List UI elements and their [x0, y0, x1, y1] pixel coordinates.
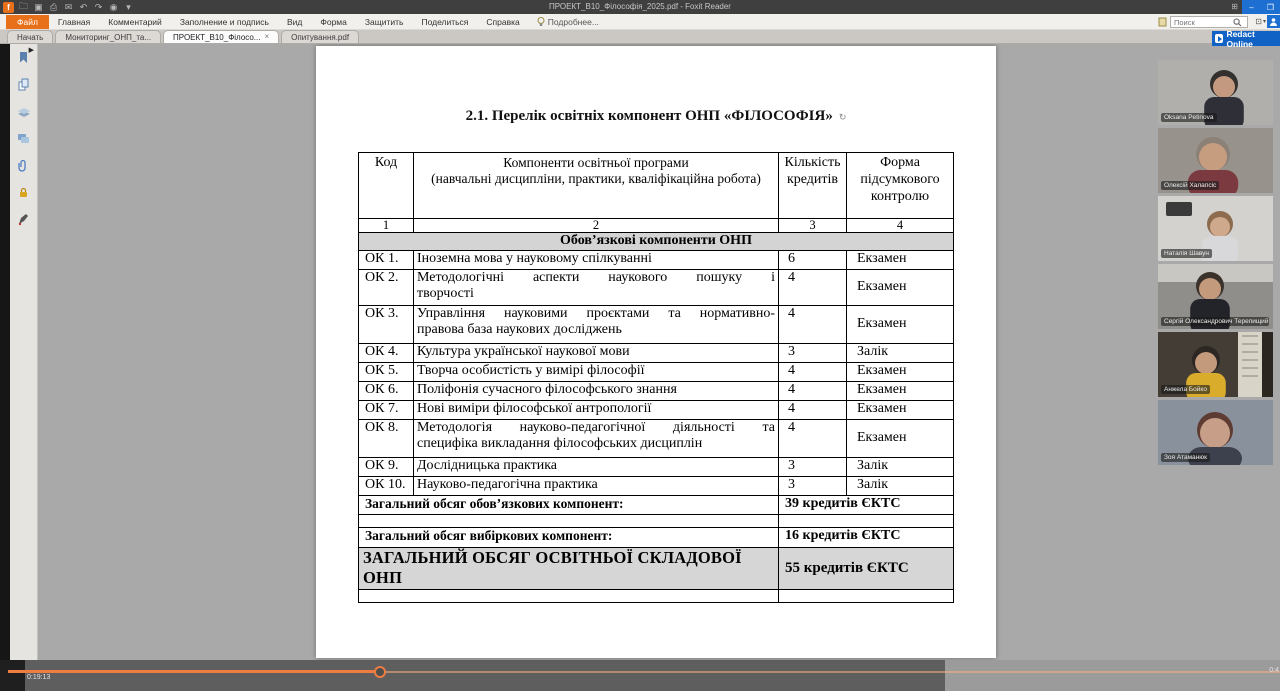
tab-4[interactable]: [281, 30, 359, 43]
menu-item-1[interactable]: Главная: [57, 16, 91, 27]
security-icon-glyph: [17, 186, 30, 199]
spacer-cell: [359, 589, 779, 602]
layers-icon-glyph: [17, 105, 30, 118]
undo-icon[interactable]: ↶: [79, 1, 88, 12]
total-elective-value: 16 кредитів ЄКТС: [779, 527, 954, 547]
component-name: Управління науковими проєктами та нормативно- правова база наукових досліджень: [414, 305, 779, 343]
title-bar: [0, 0, 1280, 14]
component-credits: 4: [779, 381, 847, 400]
minimize-button[interactable]: –: [1249, 2, 1254, 12]
participant-tile[interactable]: [1158, 60, 1273, 125]
menu-item-3[interactable]: Заполнение и подпись: [179, 16, 269, 27]
table-row: [359, 400, 954, 419]
document-tab-bar: [0, 30, 1280, 44]
menu-file-button[interactable]: Файл: [6, 15, 49, 29]
component-control: Екзамен: [847, 381, 954, 400]
save-icon[interactable]: ▣: [34, 1, 43, 12]
tab-2[interactable]: [55, 30, 161, 43]
participants-panel: [1158, 60, 1273, 468]
section-header: Обов’язкові компоненти ОНП: [359, 232, 954, 250]
components-table: [358, 152, 954, 603]
participant-name: Наталія Шавун: [1161, 249, 1212, 258]
header-code: Код: [359, 153, 414, 219]
grand-total-label: ЗАГАЛЬНИЙ ОБСЯГ ОСВІТНЬОЇ СКЛАДОВОЇ ОНП: [359, 547, 779, 589]
end-time: 0:4: [1269, 667, 1279, 674]
participant-tile[interactable]: [1158, 264, 1273, 329]
search-icon[interactable]: [1233, 18, 1242, 27]
header-component: Компоненти освітньої програми (навчальні дисципліни, практики, кваліфікаційна робота): [414, 153, 779, 219]
table-row: [359, 381, 954, 400]
pdf-page: [316, 46, 996, 658]
col-number-1: 1: [359, 219, 414, 233]
tab-3[interactable]: [163, 30, 279, 43]
video-player-bar[interactable]: [0, 660, 1280, 691]
component-name: Дослідницька практика: [414, 457, 779, 476]
col-number-4: 4: [847, 219, 954, 233]
mail-icon[interactable]: ✉: [64, 1, 73, 12]
current-time: 0:19:13: [27, 674, 51, 681]
participant-name: Олексій Халапсіс: [1161, 181, 1219, 190]
menu-item-4[interactable]: Вид: [286, 16, 303, 27]
attachment-icon-glyph: [17, 159, 30, 172]
participant-name: Oksana Petinova: [1161, 113, 1217, 122]
total-elective-row: [359, 527, 954, 547]
component-code: ОК 2.: [359, 269, 414, 305]
account-button[interactable]: [1267, 15, 1280, 28]
menu-item-7[interactable]: Поделиться: [421, 16, 469, 27]
tab-close-icon[interactable]: ×: [264, 32, 270, 41]
component-credits: 4: [779, 269, 847, 305]
table-row: [359, 457, 954, 476]
menu-item-5[interactable]: Форма: [320, 16, 347, 27]
table-row: [359, 419, 954, 457]
open-folder-icon[interactable]: 🗀: [18, 1, 28, 11]
document-viewport[interactable]: [38, 44, 1280, 660]
table-row: [359, 250, 954, 269]
navigation-panel: [10, 44, 38, 660]
tab-label: ПРОЕКТ_В10_Філосо...: [173, 32, 261, 42]
header-control: Форма підсумкового контролю: [847, 153, 954, 219]
col-number-2: 2: [414, 219, 779, 233]
component-code: ОК 8.: [359, 419, 414, 457]
component-name: Методологія науково-педагогічної діяльності та специфіка викладання філософських дисциплін: [414, 419, 779, 457]
layers-icon[interactable]: [10, 98, 37, 125]
component-name: Поліфонія сучасного філософського знання: [414, 381, 779, 400]
participant-name: Анжела Бойко: [1161, 385, 1210, 394]
progress-handle[interactable]: [374, 666, 386, 678]
spacer-cell: [779, 514, 954, 527]
total-mandatory-value: 39 кредитів ЄКТС: [779, 495, 954, 514]
spacer-cell: [359, 514, 779, 527]
restore-button[interactable]: ❐: [1266, 2, 1275, 12]
comment-anchor-icon: ↻: [838, 112, 847, 122]
window-title: ПРОЕКТ_В10_Філософія_2025.pdf - Foxit Reader: [549, 2, 731, 11]
component-control: Екзамен: [847, 400, 954, 419]
participant-tile[interactable]: [1158, 196, 1273, 261]
table-row: [359, 343, 954, 362]
participant-tile[interactable]: [1158, 128, 1273, 193]
page-title: 2.1. Перелік освітніх компонент ОНП «ФІЛОСОФІЯ» ↻: [465, 108, 847, 124]
player-left-shade: [0, 660, 25, 691]
tab-label: Опитування.pdf: [291, 32, 350, 42]
participant-tile[interactable]: [1158, 400, 1273, 465]
component-credits: 4: [779, 362, 847, 381]
component-control: Екзамен: [847, 305, 954, 343]
left-black-strip: [0, 44, 10, 691]
header-credits: Кількість кредитів: [779, 153, 847, 219]
table-row: [359, 476, 954, 495]
component-code: ОК 10.: [359, 476, 414, 495]
layout-grid-icon[interactable]: ⊞: [1231, 2, 1238, 11]
search-input[interactable]: [1171, 17, 1233, 27]
document-mini-icon[interactable]: [1158, 17, 1168, 27]
window-controls: [1242, 0, 1280, 14]
attachment-icon[interactable]: [10, 152, 37, 179]
component-control: Екзамен: [847, 250, 954, 269]
table-row: [359, 305, 954, 343]
component-code: ОК 7.: [359, 400, 414, 419]
page-thumbnails-icon[interactable]: [10, 71, 37, 98]
tab-label: Начать: [17, 32, 44, 42]
component-code: ОК 5.: [359, 362, 414, 381]
grand-total-row: [359, 547, 954, 589]
total-elective-label: Загальний обсяг вибіркових компонент:: [359, 527, 779, 547]
component-code: ОК 1.: [359, 250, 414, 269]
col-number-3: 3: [779, 219, 847, 233]
tab-1[interactable]: [7, 30, 53, 43]
component-credits: 6: [779, 250, 847, 269]
quick-access-toolbar: [3, 1, 134, 13]
customize-dropdown-icon[interactable]: ▾: [126, 1, 131, 12]
total-mandatory-label: Загальний обсяг обов’язкових компонент:: [359, 495, 779, 514]
participant-tile[interactable]: [1158, 332, 1273, 397]
component-credits: 4: [779, 400, 847, 419]
component-name: Науково-педагогічна практика: [414, 476, 779, 495]
panel-collapse-icon[interactable]: ▶: [28, 47, 34, 54]
progress-played: [8, 670, 380, 673]
component-credits: 4: [779, 305, 847, 343]
menu-items: [49, 17, 529, 27]
participant-name: Зоя Атаманюк: [1161, 453, 1210, 462]
signature-icon-glyph: [17, 213, 30, 226]
component-name: Іноземна мова у науковому спілкуванні: [414, 250, 779, 269]
component-code: ОК 9.: [359, 457, 414, 476]
lightbulb-icon: [537, 17, 545, 27]
component-name: Методологічні аспекти наукового пошуку і творчості: [414, 269, 779, 305]
component-control: Залік: [847, 476, 954, 495]
component-control: Екзамен: [847, 269, 954, 305]
comments-icon[interactable]: [10, 125, 37, 152]
search-options-dropdown[interactable]: ⊡ ▾: [1255, 17, 1266, 26]
component-credits: 3: [779, 343, 847, 362]
menu-bar: [0, 14, 1280, 30]
security-icon[interactable]: [10, 179, 37, 206]
component-credits: 3: [779, 476, 847, 495]
component-control: Залік: [847, 343, 954, 362]
table-row: [359, 362, 954, 381]
spacer-row: [359, 589, 954, 602]
table-row: [359, 269, 954, 305]
redo-icon[interactable]: ↷: [94, 1, 103, 12]
redact-online-button[interactable]: Redact Online: [1212, 31, 1280, 46]
player-controls-overlay: [25, 660, 945, 691]
total-mandatory-row: [359, 495, 954, 514]
grand-total-value: 55 кредитів ЄКТС: [779, 547, 954, 589]
share-icon[interactable]: ◉: [109, 1, 118, 12]
component-control: Залік: [847, 457, 954, 476]
component-code: ОК 3.: [359, 305, 414, 343]
menu-item-8[interactable]: Справка: [486, 16, 520, 27]
section-header-row: [359, 232, 954, 250]
menu-item-6[interactable]: Защитить: [364, 16, 404, 27]
person-icon: [1269, 17, 1278, 26]
component-credits: 3: [779, 457, 847, 476]
component-name: Культура української наукової мови: [414, 343, 779, 362]
spacer-cell: [779, 589, 954, 602]
component-name: Нові виміри філософської антропології: [414, 400, 779, 419]
search-box: [1170, 16, 1248, 28]
component-control: Екзамен: [847, 362, 954, 381]
component-code: ОК 4.: [359, 343, 414, 362]
page-thumbnails-icon-glyph: [17, 78, 30, 91]
redact-logo-icon: [1215, 34, 1223, 43]
tab-label: Мониторинг_ОНП_та...: [65, 32, 152, 42]
menu-more[interactable]: Подробнее...: [529, 17, 607, 27]
print-icon[interactable]: ⎙: [49, 1, 58, 12]
spacer-row: [359, 514, 954, 527]
signature-icon[interactable]: [10, 206, 37, 233]
table-header-row: [359, 153, 954, 219]
column-number-row: [359, 219, 954, 233]
participant-name: Сергій Олександрович Терепищий: [1161, 317, 1269, 326]
component-name: Творча особистість у вимірі філософії: [414, 362, 779, 381]
component-code: ОК 6.: [359, 381, 414, 400]
component-credits: 4: [779, 419, 847, 457]
foxit-logo[interactable]: f: [3, 2, 14, 13]
component-control: Екзамен: [847, 419, 954, 457]
comments-icon-glyph: [17, 132, 30, 145]
menu-item-2[interactable]: Комментарий: [108, 16, 162, 27]
